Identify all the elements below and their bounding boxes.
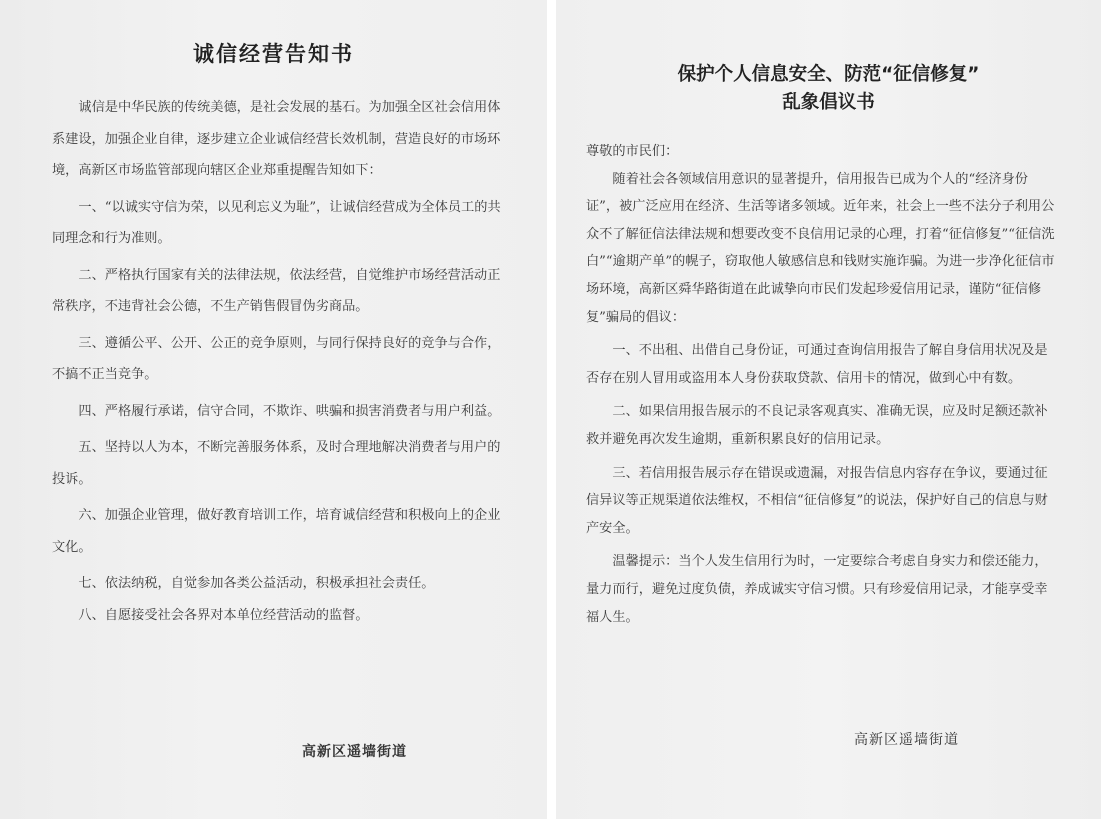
left-item-1: 一、“以诚实守信为荣，以见利忘义为耻”，让诚信经营成为全体员工的共同理念和行为准则。 [52, 199, 501, 246]
left-item-4: 四、严格履行承诺，信守合同，不欺诈、哄骗和损害消费者与用户利益。 [78, 403, 501, 419]
left-item-2: 二、严格执行国家有关的法律法规，依法经营，自觉维护市场经营活动正常秩序，不违背社会公德，不生产销售假冒伪劣商品。 [52, 267, 501, 314]
right-signature: 高新区遥墙街道 [854, 732, 959, 748]
left-document-body [52, 92, 504, 631]
left-signature: 高新区遥墙街道 [302, 744, 407, 760]
right-item-1: 一、不出租、出借自己身份证，可通过查询信用报告了解自身信用状况及是否存在别人冒用或盗用本人身份获取贷款、信用卡的情况，做到心中有数。 [586, 343, 1048, 386]
left-item-8: 八、自愿接受社会各界对本单位经营活动的监督。 [78, 607, 369, 623]
left-intro-paragraph: 诚信是中华民族的传统美德，是社会发展的基石。为加强全区社会信用体系建设，加强企业自律，逐步建立企业诚信经营长效机制，营造良好的市场环境，高新区市场监管部现向辖区企业郑重提醒告知如下： [52, 100, 501, 178]
left-item-7: 七、依法纳税，自觉参加各类公益活动，积极承担社会责任。 [78, 576, 435, 591]
left-item-6: 六、加强企业管理，做好教育培训工作，培育诚信经营和积极向上的企业文化。 [52, 508, 501, 555]
right-document-body [586, 138, 1056, 631]
right-salutation: 尊敬的市民们： [586, 144, 679, 159]
right-item-3: 三、若信用报告展示存在错误或遗漏，对报告信息内容存在争议，要通过征信异议等正规渠道依法维权，不相信“征信修复”的说法，保护好自己的信息与财产安全。 [586, 465, 1048, 536]
right-item-2: 二、如果信用报告展示的不良记录客观真实、准确无误，应及时足额还款补救并避免再次发生逾期，重新积累良好的信用记录。 [586, 404, 1048, 447]
right-document-title-line2: 乱象倡议书 [782, 92, 875, 113]
right-document-title-line1: 保护个人信息安全、防范“征信修复” [677, 64, 980, 85]
page-divider [547, 0, 556, 819]
left-document-page [0, 0, 547, 819]
left-item-5: 五、坚持以人为本，不断完善服务体系，及时合理地解决消费者与用户的投诉。 [52, 440, 501, 487]
left-item-3: 三、遵循公平、公开、公正的竞争原则，与同行保持良好的竞争与合作，不搞不正当竞争。 [52, 335, 501, 382]
right-warm-tip: 温馨提示：当个人发生信用行为时，一定要综合考虑自身实力和偿还能力，量力而行，避免过度负债，养成诚实守信习惯。只有珍爱信用记录，才能享受幸福人生。 [586, 554, 1048, 625]
right-intro-paragraph: 随着社会各领域信用意识的显著提升，信用报告已成为个人的“经济身份证”，被广泛应用在经济、生活等诸多领域。近年来，社会上一些不法分子利用公众不了解征信法律法规和想要改变不良信用记录的心理，打着“征信修复”“征信洗白”“逾期产单”的幌子，窃取他人敏感信息和钱财实施诈骗。为进一步净化征信市场环境，高新区舜华路街道在此诚挚向市民们发起珍爱信用记录，谨防“征信修复”骗局的倡议： [586, 171, 1055, 325]
left-document-title: 诚信经营告知书 [193, 42, 354, 66]
right-document-page [556, 0, 1101, 819]
